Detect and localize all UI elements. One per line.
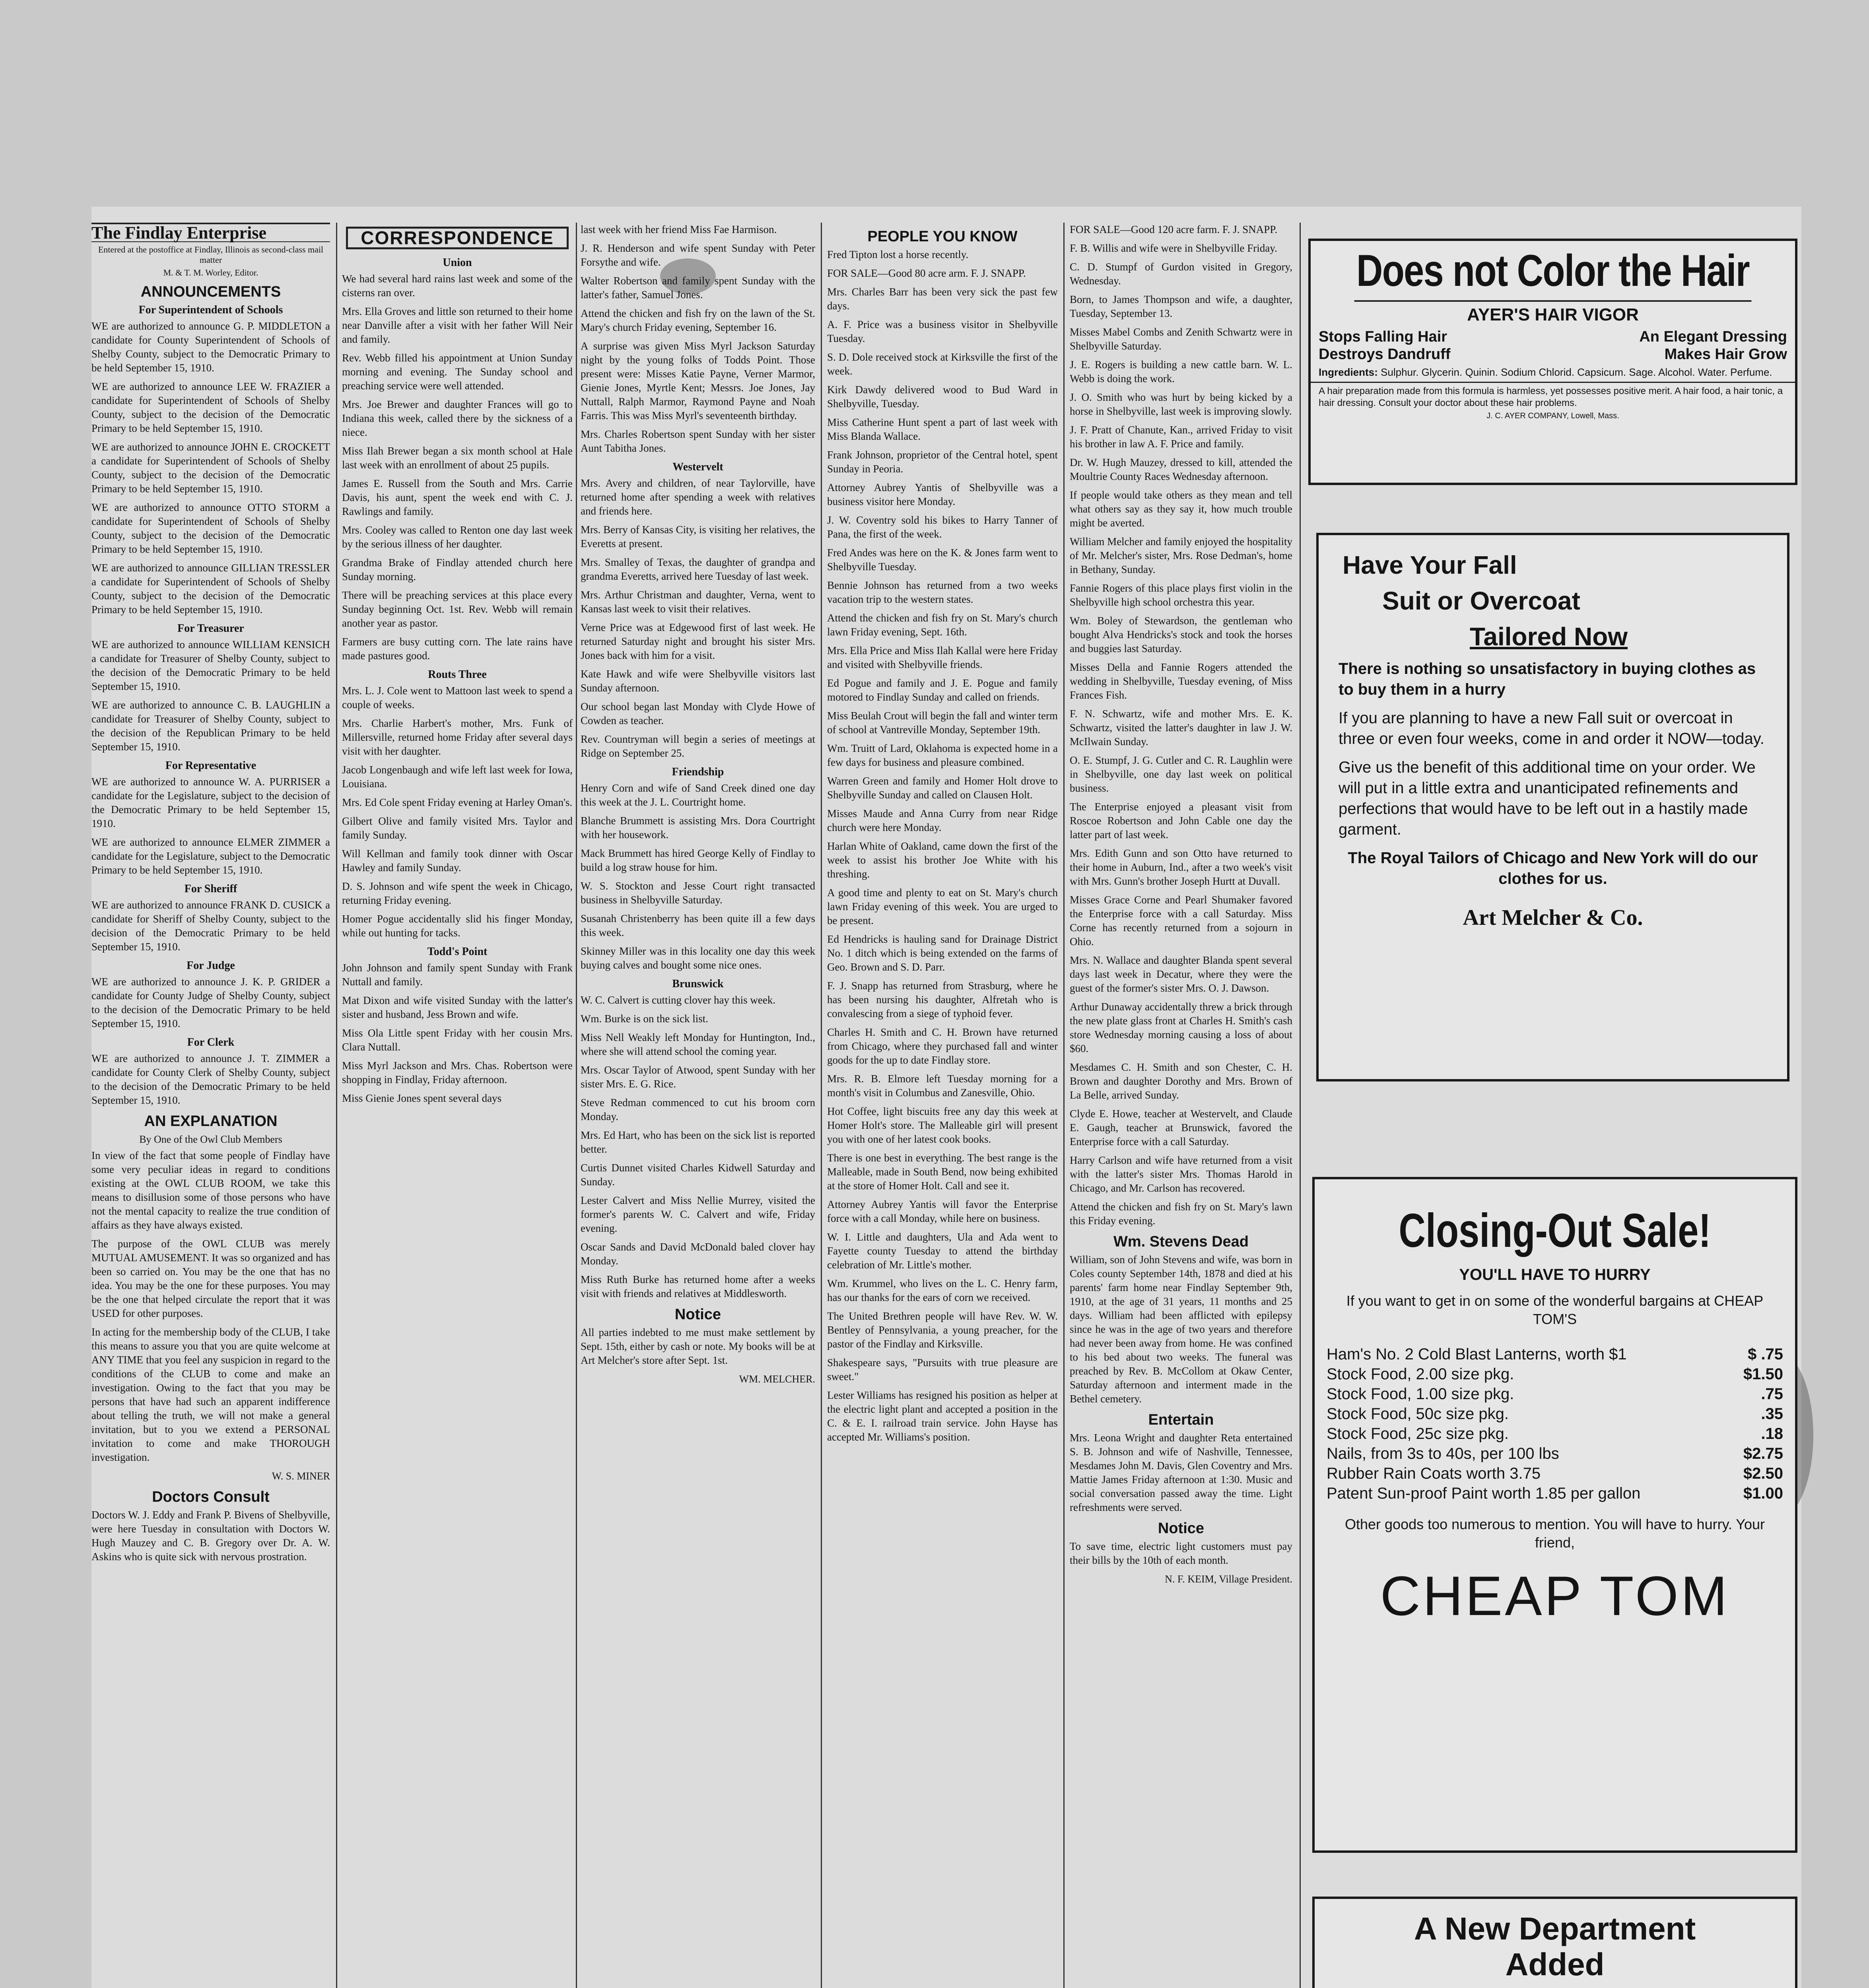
- news-item: Kirk Dawdy delivered wood to Bud Ward in Shelbyville, Tuesday.: [827, 384, 1058, 410]
- news-item: Susanah Christenberry has been quite ill a few days this week.: [581, 912, 815, 938]
- news-item: Wm. Boley of Stewardson, the gentleman who bought Alva Hendricks's stock and took the horses and buggies last Saturday.: [1070, 615, 1292, 654]
- news-item: John Johnson and family spent Sunday with Frank Nuttall and family.: [342, 962, 573, 988]
- news-item: Rev. Countryman will begin a series of meetings at Ridge on September 25.: [581, 733, 815, 759]
- news-item: Mrs. Charles Robertson spent Sunday with her sister Aunt Tabitha Jones.: [581, 428, 815, 454]
- news-item: S. D. Dole received stock at Kirksville the first of the week.: [827, 351, 1058, 377]
- correspondence-heading: CORRESPONDENCE: [346, 227, 569, 249]
- ayer-claims-right: [1639, 328, 1787, 363]
- announcements-heading: ANNOUNCEMENTS: [140, 283, 281, 300]
- news-item: Mrs. Charles Barr has been very sick the past few days.: [827, 286, 1058, 312]
- news-item: W. C. Calvert is cutting clover hay this week.: [581, 994, 776, 1006]
- cheap-tom-sale-ad: [1312, 1177, 1797, 1853]
- news-item: F. B. Willis and wife were in Shelbyville Friday.: [1070, 242, 1277, 254]
- section-title: For Treasurer: [177, 622, 244, 635]
- news-item: Fred Andes was here on the K. & Jones farm went to Shelbyville Tuesday.: [827, 547, 1058, 573]
- news-item: Fannie Rogers of this place plays first violin in the Shelbyville high school orchestra this year.: [1070, 582, 1292, 608]
- price-value: $2.75: [1743, 1445, 1783, 1462]
- news-item: WE are authorized to announce OTTO STORM a candidate for Superintendent of Schools of Shelby County, subject to the decision of the Democratic Primary to be held September 15, 1910.: [91, 501, 330, 555]
- ayer-claim: Makes Hair Grow: [1664, 346, 1787, 363]
- smith-cash-store-ad: [1312, 1897, 1797, 1988]
- news-item: Bennie Johnson has returned from a two weeks vacation trip to the western states.: [827, 579, 1058, 605]
- news-item: We had several hard rains last week and some of the cisterns ran over.: [342, 273, 573, 299]
- news-item: Mrs. Ella Groves and little son returned to their home near Danville after a visit with her father Will Neir and family.: [342, 305, 573, 345]
- entertain-heading: Entertain: [1148, 1411, 1214, 1428]
- news-item: Miss Ilah Brewer began a six month school at Hale last week with an enrollment of about 25 pupils.: [342, 445, 573, 471]
- news-item: Harlan White of Oakland, came down the first of the week to assist his brother Joe White with his threshing.: [827, 840, 1058, 880]
- doctors-text: Doctors W. J. Eddy and Frank P. Bivens of Shelbyville, were here Tuesday in consultation with Doctors W. Hugh Mauzey and C. B. Gregory over Dr. A. W. Askins who is quite sick with nervous prostration.: [91, 1509, 330, 1563]
- news-item: J. F. Pratt of Chanute, Kan., arrived Friday to visit his brother in law A. F. Price and family.: [1070, 424, 1292, 450]
- price-row: [1327, 1464, 1783, 1483]
- news-item: Wm. Burke is on the sick list.: [581, 1013, 708, 1025]
- news-item: Mrs. Cooley was called to Renton one day last week by the serious illness of her daughter.: [342, 524, 573, 550]
- news-item: William Melcher and family enjoyed the hospitality of Mr. Melcher's sister, Mrs. Rose Dedman's, home in Bethany, Sunday.: [1070, 536, 1292, 575]
- cheap-tom-price-list: [1327, 1344, 1783, 1503]
- news-item: Clyde E. Howe, teacher at Westervelt, and Claude E. Gaugh, teacher at Brunswick, favored the Enterprise force with a call Saturday.: [1070, 1108, 1292, 1147]
- news-item: Mrs. Berry of Kansas City, is visiting her relatives, the Everetts at present.: [581, 524, 815, 549]
- news-item: Attorney Aubrey Yantis will favor the Enterprise force with a call Monday, while here on business.: [827, 1198, 1058, 1224]
- smith-headline-2: Added: [1505, 1947, 1605, 1982]
- news-item: Walter Robertson and family spent Sunday with the latter's father, Samuel Jones.: [581, 275, 815, 301]
- ayer-claim: Stops Falling Hair: [1319, 328, 1447, 345]
- cheap-tom-outro: Other goods too numerous to mention. You will have to hurry. Your friend,: [1345, 1516, 1765, 1551]
- melcher-tailor-ad: [1316, 533, 1789, 1081]
- explanation-paragraph: In view of the fact that some people of Findlay have some very peculiar ideas in regard to conditions existing at the OWL CLUB ROOM, we take this means to disillusion some of those persons who have not the mental capacity to realize the true condition of affairs as they have always existed.: [91, 1149, 330, 1231]
- news-item: Lester Williams has resigned his position as helper at the electric light plant and accepted a position in the C. & E. I. railroad train service. John Hayse has accepted Mr. Williams's position.: [827, 1389, 1058, 1443]
- news-item: There is one best in everything. The best range is the Malleable, made in South Bend, now being exhibited at the store of Homer Holt. Call and see it.: [827, 1152, 1058, 1192]
- section-title: Routs Three: [428, 668, 487, 681]
- section-title: For Representative: [165, 759, 256, 772]
- news-item: Born, to James Thompson and wife, a daughter, Tuesday, September 13.: [1070, 293, 1292, 319]
- explanation-heading: AN EXPLANATION: [144, 1113, 278, 1130]
- price-value: $ .75: [1748, 1345, 1783, 1363]
- news-item: C. D. Stumpf of Gurdon visited in Gregory, Wednesday.: [1070, 261, 1292, 287]
- melcher-line1: Have Your Fall: [1342, 551, 1517, 579]
- column-people-you-know: [827, 223, 1058, 1988]
- news-item: Miss Catherine Hunt spent a part of last week with Miss Blanda Wallace.: [827, 416, 1058, 442]
- notice-signature: WM. MELCHER.: [739, 1373, 815, 1385]
- news-item: Lester Calvert and Miss Nellie Murrey, visited the former's parents W. C. Calvert and wife, Friday evening.: [581, 1194, 815, 1234]
- price-row: [1327, 1384, 1783, 1404]
- melcher-line3: Tailored Now: [1470, 622, 1628, 651]
- news-item: Mrs. Edith Gunn and son Otto have returned to their home in Auburn, Ind., after a two week's visit with Mrs. Gunn's brother Joseph Hurtt at Duvall.: [1070, 847, 1292, 887]
- section-title: For Clerk: [187, 1036, 235, 1048]
- news-item: WE are authorized to announce JOHN E. CROCKETT a candidate for Superintendent of Schools of Shelby County, subject to the decision of the Democratic Primary to be held September 15, 1910.: [91, 441, 330, 495]
- news-item: Mrs. Ella Price and Miss Ilah Kallal were here Friday and visited with Shelbyville friends.: [827, 645, 1058, 670]
- news-item: Shakespeare says, "Pursuits with true pleasure are sweet.": [827, 1357, 1058, 1382]
- news-item: F. N. Schwartz, wife and mother Mrs. E. K. Schwartz, visited the latter's daughter in law J. W. McIlwain Sunday.: [1070, 708, 1292, 747]
- news-item: Curtis Dunnet visited Charles Kidwell Saturday and Sunday.: [581, 1162, 815, 1188]
- melcher-signature: Art Melcher & Co.: [1463, 905, 1643, 930]
- news-item: If people would take others as they mean and tell what others say as they say it, how much trouble might be averted.: [1070, 489, 1292, 529]
- news-item: Verne Price was at Edgewood first of last week. He returned Saturday night and brought his sister Mrs. Jones back with him for a visit.: [581, 621, 815, 661]
- cheap-tom-headline: Closing-Out Sale!: [1399, 1204, 1711, 1257]
- smith-text: [1315, 1982, 1795, 1988]
- ayer-maker: J. C. AYER COMPANY, Lowell, Mass.: [1486, 412, 1619, 420]
- column-rule: [336, 223, 337, 1988]
- news-item: WE are authorized to announce G. P. MIDDLETON a candidate for County Superintendent of Schools of Shelby County, subject to the Democratic Primary to be held September 15, 1910.: [91, 320, 330, 374]
- melcher-para1: There is nothing so unsatisfactory in buying clothes as to buy them in a hurry: [1339, 660, 1756, 698]
- masthead-title: The Findlay Enterprise: [91, 223, 330, 242]
- section-title: For Judge: [187, 959, 235, 972]
- news-item: Attorney Aubrey Yantis of Shelbyville was a business visitor here Monday.: [827, 481, 1058, 507]
- news-item: Mrs. N. Wallace and daughter Blanda spent several days last week in Decatur, where they were the guest of the former's sister Mrs. O. J. Dawson.: [1070, 954, 1292, 994]
- news-item: O. E. Stumpf, J. G. Cutler and C. R. Laughlin were in Shelbyville, one day last week on political business.: [1070, 754, 1292, 794]
- cheap-tom-intro: If you want to get in on some of the wonderful bargains at CHEAP TOM'S: [1346, 1293, 1764, 1327]
- people-heading: PEOPLE YOU KNOW: [867, 228, 1018, 245]
- ayer-claims-left: [1319, 328, 1451, 363]
- price-item: Rubber Rain Coats worth 3.75: [1327, 1465, 1541, 1482]
- local-items: [1070, 223, 1292, 1228]
- news-item: W. S. Stockton and Jesse Court right transacted business in Shelbyville Saturday.: [581, 880, 815, 906]
- news-item: Kate Hawk and wife were Shelbyville visitors last Sunday afternoon.: [581, 668, 815, 694]
- news-item: Misses Maude and Anna Curry from near Ridge church were here Monday.: [827, 808, 1058, 833]
- price-row: [1327, 1364, 1783, 1384]
- news-item: Wm. Krummel, who lives on the L. C. Henry farm, has our thanks for the ears of corn we received.: [827, 1277, 1058, 1303]
- melcher-line2: Suit or Overcoat: [1382, 586, 1580, 615]
- news-item: WE are authorized to announce C. B. LAUGHLIN a candidate for Treasurer of Shelby County, subject to the decision of the Republican Primary to be held September 15, 1910.: [91, 699, 330, 753]
- entertain-text: Mrs. Leona Wright and daughter Reta entertained S. B. Johnson and wife of Nashville, Tennessee, Mesdames John M. Davis, Glen Coventry and Mrs. Mattie James Friday afternoon at 1:30. Music and social conversation passed away the time. Light refreshments were served.: [1070, 1432, 1292, 1513]
- explanation-paragraph: The purpose of the OWL CLUB was merely MUTUAL AMUSEMENT. It was so organized and has been so carried on. You may be the one that has no idea. You may be the one for these purposes. You may be the one that helped circulate the report that it was USED for other purposes.: [91, 1238, 330, 1319]
- news-item: J. O. Smith who was hurt by being kicked by a horse in Shelbyville, last week is improving slowly.: [1070, 391, 1292, 417]
- section-title: Westervelt: [672, 461, 723, 473]
- notice-heading: Notice: [674, 1306, 721, 1323]
- price-value: $2.50: [1743, 1465, 1783, 1482]
- news-item: Frank Johnson, proprietor of the Central hotel, spent Sunday in Peoria.: [827, 449, 1058, 475]
- melcher-para3: Give us the benefit of this additional time on your order. We will put in a little extra and unanticipated refinements and perfections that would have to be left out in a hastily made garment.: [1339, 759, 1756, 838]
- news-item: WE are authorized to announce J. K. P. GRIDER a candidate for County Judge of Shelby County, subject to the decision of the Democratic Primary to be held September 15, 1910.: [91, 976, 330, 1029]
- news-item: Dr. W. Hugh Mauzey, dressed to kill, attended the Moultrie County Races Wednesday afternoon.: [1070, 456, 1292, 482]
- section-title: Todd's Point: [427, 945, 488, 958]
- section-title: For Sheriff: [184, 883, 237, 895]
- column-rule: [1063, 223, 1065, 1988]
- ayer-claim: An Elegant Dressing: [1639, 328, 1787, 345]
- price-row: [1327, 1404, 1783, 1424]
- news-item: W. I. Little and daughters, Ula and Ada went to Fayette county Tuesday to attend the birthday celebration of Mr. Little's mother.: [827, 1231, 1058, 1271]
- news-item: Harry Carlson and wife have returned from a visit with the latter's sister Mrs. Thomas Harold in Chicago, and Mr. Carlson has recovered.: [1070, 1154, 1292, 1194]
- news-item: WE are authorized to announce WILLIAM KENSICH a candidate for Treasurer of Shelby County, subject to the decision of the Democratic Primary to be held September 15, 1910.: [91, 639, 330, 692]
- news-item: Henry Corn and wife of Sand Creek dined one day this week at the J. L. Courtright home.: [581, 782, 815, 808]
- news-item: Mrs. Oscar Taylor of Atwood, spent Sunday with her sister Mrs. E. G. Rice.: [581, 1064, 815, 1090]
- news-item: Arthur Dunaway accidentally threw a brick through the new plate glass front at Charles H. Smith's cash store Wednesday morning causing a loss of about $60.: [1070, 1001, 1292, 1054]
- news-item: Miss Nell Weakly left Monday for Huntington, Ind., where she will attend school the coming year.: [581, 1031, 815, 1057]
- news-item: Miss Ruth Burke has returned home after a weeks visit with friends and relatives at Middlesworth.: [581, 1274, 815, 1299]
- ayer-hair-vigor-ad: [1308, 239, 1797, 485]
- news-item: Will Kellman and family took dinner with Oscar Hawley and family Sunday.: [342, 848, 573, 874]
- price-row: [1327, 1483, 1783, 1503]
- news-item: Mrs. L. J. Cole went to Mattoon last week to spend a couple of weeks.: [342, 685, 573, 711]
- ayer-text: A hair preparation made from this formula is harmless, yet possesses positive merit. A hair food, a hair tonic, a hair dressing. Consult your doctor about these hair problems.: [1319, 386, 1783, 408]
- cheap-tom-signature: CHEAP TOM: [1380, 1565, 1730, 1627]
- column-correspondence-continued: [581, 223, 815, 1988]
- ayer-claims: [1311, 328, 1795, 363]
- news-item: Miss Gienie Jones spent several days: [342, 1092, 502, 1104]
- electric-notice-heading: Notice: [1158, 1520, 1205, 1537]
- news-item: WE are authorized to announce ELMER ZIMMER a candidate for the Legislature, subject to the Democratic Primary to be held September 15, 1910.: [91, 836, 330, 876]
- death-heading: Wm. Stevens Dead: [1113, 1233, 1249, 1250]
- news-item: WE are authorized to announce W. A. PURRISER a candidate for the Legislature, subject to the decision of the Democratic Primary to be held September 15, 1910.: [91, 776, 330, 829]
- news-item: A. F. Price was a business visitor in Shelbyville Tuesday.: [827, 318, 1058, 344]
- price-item: Stock Food, 1.00 size pkg.: [1327, 1385, 1514, 1403]
- news-item: Farmers are busy cutting corn. The late rains have made pastures good.: [342, 636, 573, 662]
- news-item: Skinney Miller was in this locality one day this week buying calves and bought some nice ones.: [581, 945, 815, 971]
- news-item: WE are authorized to announce J. T. ZIMMER a candidate for County Clerk of Shelby County, subject to the decision of the Democratic Primary to be held September 15, 1910.: [91, 1052, 330, 1106]
- news-item: Our school began last Monday with Clyde Howe of Cowden as teacher.: [581, 701, 815, 726]
- news-item: Fred Tipton lost a horse recently.: [827, 248, 969, 260]
- news-item: Mack Brummett has hired George Kelly of Findlay to build a log straw house for him.: [581, 847, 815, 873]
- price-item: Stock Food, 25c size pkg.: [1327, 1425, 1509, 1442]
- ayer-headline: Does not Color the Hair: [1354, 241, 1752, 302]
- column-rule: [1300, 223, 1301, 1988]
- news-item: The Enterprise enjoyed a pleasant visit from Roscoe Robertson and John Cable one day the latter part of last week.: [1070, 801, 1292, 841]
- column-rule: [576, 223, 577, 1988]
- news-item: Homer Pogue accidentally slid his finger Monday, while out hunting for tacks.: [342, 913, 573, 939]
- price-item: Stock Food, 2.00 size pkg.: [1327, 1365, 1514, 1383]
- news-item: J. W. Coventry sold his bikes to Harry Tanner of Pana, the first of the week.: [827, 514, 1058, 540]
- price-item: Patent Sun-proof Paint worth 1.85 per gallon: [1327, 1485, 1641, 1502]
- news-item: Jacob Longenbaugh and wife left last week for Iowa, Louisiana.: [342, 764, 573, 790]
- price-row: [1327, 1444, 1783, 1464]
- news-item: Mrs. Charlie Harbert's mother, Mrs. Funk of Millersville, returned home Friday after several days visit with her daughter.: [342, 717, 573, 757]
- section-title: Union: [443, 256, 472, 269]
- electric-notice-signature: N. F. KEIM, Village President.: [1165, 1573, 1292, 1585]
- news-item: Mat Dixon and wife visited Sunday with the latter's sister and husband, Jess Brown and wife.: [342, 994, 573, 1020]
- price-item: Stock Food, 50c size pkg.: [1327, 1405, 1509, 1423]
- news-item: Misses Della and Fannie Rogers attended the wedding in Shelbyville, Tuesday evening, of Miss Frances Fish.: [1070, 661, 1292, 701]
- price-value: $1.50: [1743, 1365, 1783, 1383]
- news-item: Miss Myrl Jackson and Mrs. Chas. Robertson were shopping in Findlay, Friday afternoon.: [342, 1060, 573, 1085]
- price-value: .75: [1761, 1385, 1783, 1403]
- news-item: Mrs. Smalley of Texas, the daughter of grandpa and grandma Everetts, arrived here Tuesday of last week.: [581, 556, 815, 582]
- news-item: Warren Green and family and Homer Holt drove to Shelbyville Sunday and called on Clausen Holt.: [827, 775, 1058, 801]
- news-item: Steve Redman commenced to cut his broom corn Monday.: [581, 1097, 815, 1122]
- news-item: There will be preaching services at this place every Sunday beginning Oct. 1st. Rev. Webb will remain another year as pastor.: [342, 589, 573, 629]
- news-item: A good time and plenty to eat on St. Mary's church lawn Friday evening of this week. You are urged to be present.: [827, 887, 1058, 926]
- news-item: Rev. Webb filled his appointment at Union Sunday morning and evening. The Sunday school and preaching service were well attended.: [342, 352, 573, 392]
- price-row: [1327, 1344, 1783, 1364]
- news-item: Wm. Truitt of Lard, Oklahoma is expected home in a few days for business and pleasure combined.: [827, 742, 1058, 768]
- news-item: James E. Russell from the South and Mrs. Carrie Davis, his aunt, spent the week end with C. J. Rawlings and family.: [342, 478, 573, 517]
- explanation-signature: W. S. MINER: [272, 1470, 330, 1482]
- news-item: Misses Grace Corne and Pearl Shumaker favored the Enterprise force with a call Saturday. Miss Corne has recently returned from a sojourn in Ohio.: [1070, 894, 1292, 947]
- news-item: Mrs. Ed Cole spent Friday evening at Harley Oman's.: [342, 796, 573, 808]
- masthead-editor: M. & T. M. Worley, Editor.: [163, 268, 258, 278]
- column-local-news: [1070, 223, 1292, 1988]
- news-item: Miss Ola Little spent Friday with her cousin Mrs. Clara Nuttall.: [342, 1027, 573, 1053]
- column-rule: [821, 223, 822, 1988]
- news-item: J. E. Rogers is building a new cattle barn. W. L. Webb is doing the work.: [1070, 359, 1292, 384]
- correspondence-sections-2: [581, 223, 815, 1301]
- death-text: William, son of John Stevens and wife, was born in Coles county September 14th, 1878 and died at his parents' farm home near Findlay September 9th, 1910, at the age of 31 years, 11 months and 25 days. William had been afflicted with epilepsy since he was in the age of two years and therefore had never been away from home. He was confined to his bed about two weeks. The funeral was preached by Rev. B. McCollom at Okaw Center, Saturday afternoon and interment made in the Bethel cemetery.: [1070, 1254, 1292, 1405]
- ayer-ingredients-label: Ingredients:: [1319, 366, 1378, 378]
- news-item: WE are authorized to announce LEE W. FRAZIER a candidate for Superintendent of Schools of Shelby County, subject to the decision of the Democratic Primary to be held September 15, 1910.: [91, 381, 330, 434]
- news-item: Ed Hendricks is hauling sand for Drainage District No. 1 ditch which is being extended on the farms of Geo. Brown and S. D. Parr.: [827, 933, 1058, 973]
- price-row: [1327, 1424, 1783, 1444]
- news-item: Gilbert Olive and family visited Mrs. Taylor and family Sunday.: [342, 815, 573, 841]
- news-item: D. S. Johnson and wife spent the week in Chicago, returning Friday evening.: [342, 880, 573, 906]
- melcher-para2: If you are planning to have a new Fall suit or overcoat in three or even four weeks, come in and order it NOW—today.: [1339, 709, 1764, 747]
- news-item: Ed Pogue and family and J. E. Pogue and family motored to Findlay Sunday and called on friends.: [827, 677, 1058, 703]
- ayer-brand: AYER'S HAIR VIGOR: [1467, 305, 1639, 324]
- news-item: Misses Mabel Combs and Zenith Schwartz were in Shelbyville Saturday.: [1070, 326, 1292, 352]
- news-item: J. R. Henderson and wife spent Sunday with Peter Forsythe and wife.: [581, 242, 815, 268]
- section-title: Brunswick: [672, 978, 724, 990]
- news-item: Attend the chicken and fish fry on St. Mary's lawn this Friday evening.: [1070, 1201, 1292, 1227]
- news-item: Attend the chicken and fish fry on the lawn of the St. Mary's church Friday evening, September 16.: [581, 307, 815, 333]
- news-item: Mrs. Joe Brewer and daughter Frances will go to Indiana this week, called there by the sickness of a niece.: [342, 398, 573, 438]
- news-item: Mrs. R. B. Elmore left Tuesday morning for a month's visit in Columbus and Zanesville, Ohio.: [827, 1073, 1058, 1099]
- column-announcements: [91, 223, 330, 1988]
- notice-text: All parties indebted to me must make settlement by Sept. 15th, either by cash or note. My books will be at Art Melcher's store after Sept. 1st.: [581, 1326, 815, 1366]
- masthead-entry: Entered at the postoffice at Findlay, Illinois as second-class mail matter: [98, 245, 324, 265]
- news-item: Mesdames C. H. Smith and son Chester, C. H. Brown and daughter Dorothy and Mrs. Brown of La Belle, arrived Sunday.: [1070, 1061, 1292, 1101]
- news-item: F. J. Snapp has returned from Strasburg, where he has been nursing his daughter, Alfretah who is convalescing from a siege of typhoid fever.: [827, 980, 1058, 1019]
- announcement-sections: [91, 303, 330, 1107]
- smith-headline-1: A New Department: [1414, 1911, 1696, 1946]
- section-title: Friendship: [672, 766, 724, 778]
- news-item: Hot Coffee, light biscuits free any day this week at Homer Holt's store. The Malleable girl will present you with one of her latest cook books.: [827, 1105, 1058, 1145]
- price-item: Nails, from 3s to 40s, per 100 lbs: [1327, 1445, 1559, 1462]
- explanation-byline: By One of the Owl Club Members: [139, 1134, 282, 1145]
- ayer-ingredients-list: Sulphur. Glycerin. Quinin. Sodium Chlorid. Capsicum. Sage. Alcohol. Water. Perfume.: [1381, 366, 1772, 378]
- section-title: For Superintendent of Schools: [138, 304, 283, 316]
- cheap-tom-sub: YOU'LL HAVE TO HURRY: [1459, 1266, 1651, 1283]
- news-item: Oscar Sands and David McDonald baled clover hay Monday.: [581, 1241, 815, 1267]
- news-item: WE are authorized to announce GILLIAN TRESSLER a candidate for Superintendent of Schools of Shelby County, subject to the decision of the Democratic Primary to be held September 15, 1910.: [91, 562, 330, 615]
- ayer-claim: Destroys Dandruff: [1319, 346, 1451, 363]
- explanation-paragraph: In acting for the membership body of the CLUB, I take this means to assure you that you are quite welcome at ANY TIME that you feel any suspicion in regard to the conditions of the CLUB to come and make an investigation. Owing to the fact that you may be persons that have had such an apparent indifference about telling the truth, we will not make a general invitation, but to you we extend a PERSONAL invitation to come and make THOROUGH investigation.: [91, 1326, 330, 1463]
- correspondence-sections: [342, 256, 573, 1105]
- news-item: Mrs. Avery and children, of near Taylorville, have returned home after spending a week with relatives and friends here.: [581, 477, 815, 517]
- news-item: Charles H. Smith and C. H. Brown have returned from Chicago, where they purchased fall and winter goods for the up to date Findlay store.: [827, 1026, 1058, 1066]
- price-value: $1.00: [1743, 1485, 1783, 1502]
- column-correspondence: [342, 223, 573, 1988]
- news-item: Mrs. Ed Hart, who has been on the sick list is reported better.: [581, 1129, 815, 1155]
- news-item: The United Brethren people will have Rev. W. W. Bentley of Pennsylvania, a young preacher, for the pastor of the Findlay and Kirksville.: [827, 1310, 1058, 1350]
- electric-notice-text: To save time, electric light customers must pay their bills by the 10th of each month.: [1070, 1540, 1292, 1566]
- news-item: last week with her friend Miss Fae Harmison.: [581, 223, 777, 235]
- price-value: .18: [1761, 1425, 1783, 1442]
- ayer-ingredients: [1311, 363, 1795, 383]
- price-item: Ham's No. 2 Cold Blast Lanterns, worth $1: [1327, 1345, 1627, 1363]
- news-item: FOR SALE—Good 120 acre farm. F. J. SNAPP.: [1070, 223, 1278, 235]
- news-item: FOR SALE—Good 80 acre arm. F. J. SNAPP.: [827, 267, 1026, 279]
- melcher-para4: The Royal Tailors of Chicago and New York will do our clothes for us.: [1348, 849, 1758, 887]
- news-item: Miss Beulah Crout will begin the fall and winter term of school at Vantreville Monday, September 19th.: [827, 710, 1058, 736]
- news-item: A surprise was given Miss Myrl Jackson Saturday night by the young folks of Todds Point. Those present were: Misses Katie Payne, Verner Marmor, Gienie Jones, Myrtle Kent; Messrs. Joe Jones, Jay Nuttall, Ralph Marmor, Raymond Payne and Noah Farris. This was Miss Myrl's seventeenth birthday.: [581, 340, 815, 421]
- explanation-body: [91, 1149, 330, 1464]
- news-item: WE are authorized to announce FRANK D. CUSICK a candidate for Sheriff of Shelby County, subject to the decision of the Democratic Primary to be held September 15, 1910.: [91, 899, 330, 953]
- price-value: .35: [1761, 1405, 1783, 1423]
- doctors-heading: Doctors Consult: [152, 1489, 270, 1505]
- news-item: Attend the chicken and fish fry on St. Mary's church lawn Friday evening, Sept. 16th.: [827, 612, 1058, 638]
- news-item: Blanche Brummett is assisting Mrs. Dora Courtright with her housework.: [581, 815, 815, 841]
- news-item: Grandma Brake of Findlay attended church here Sunday morning.: [342, 557, 573, 582]
- news-item: Mrs. Arthur Christman and daughter, Verna, went to Kansas last week to visit their relatives.: [581, 589, 815, 615]
- people-items: [827, 248, 1058, 1444]
